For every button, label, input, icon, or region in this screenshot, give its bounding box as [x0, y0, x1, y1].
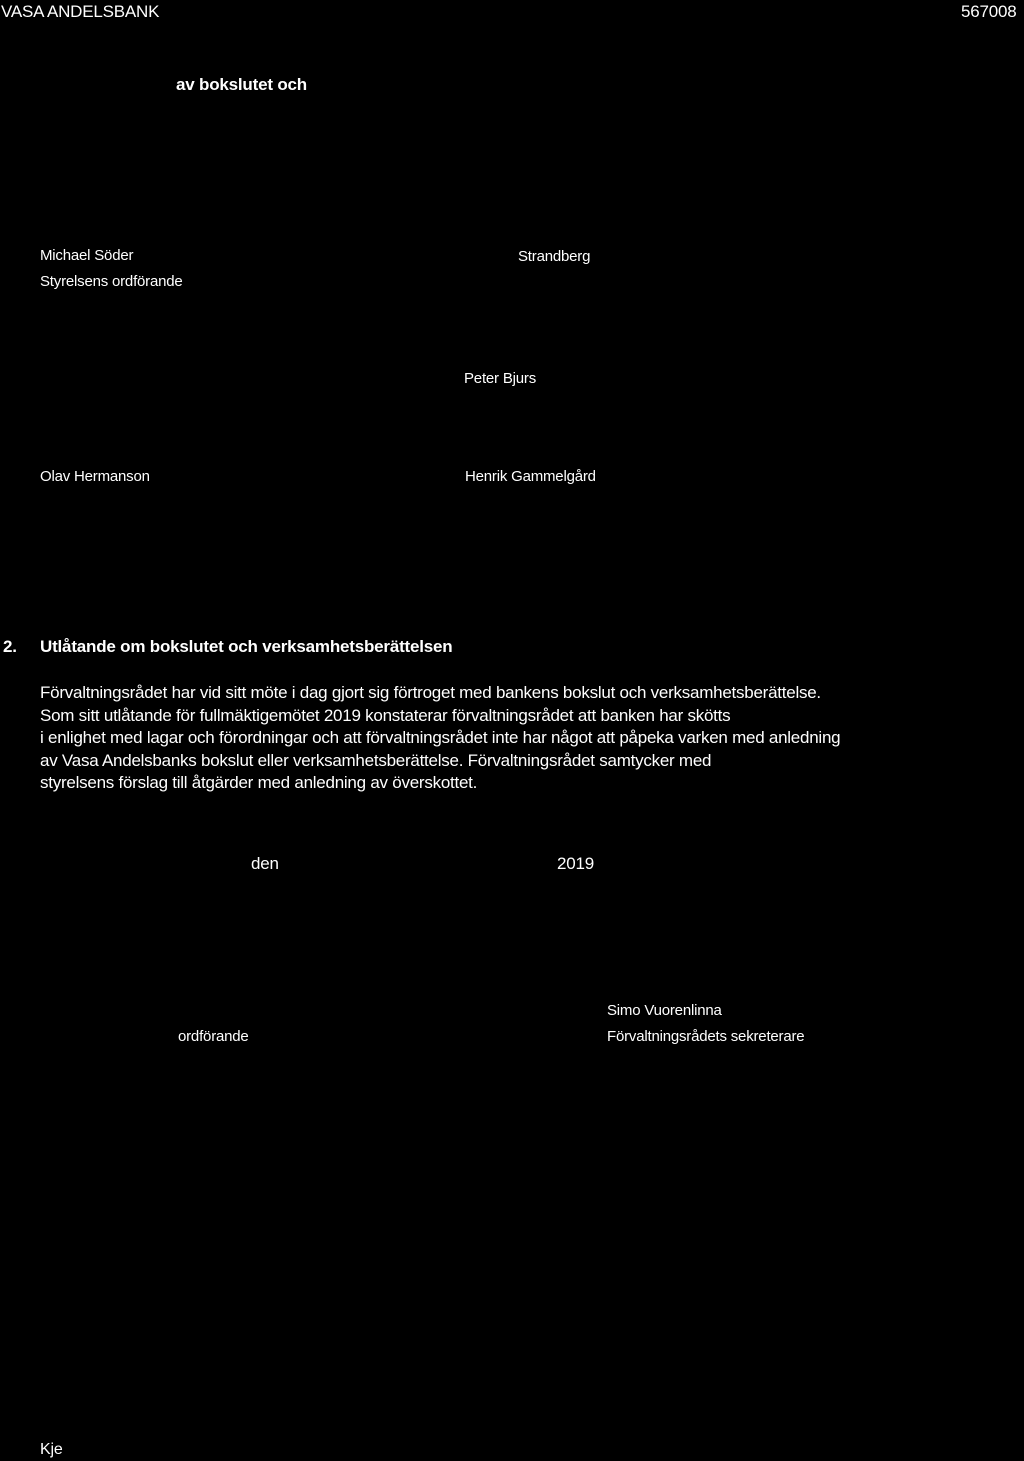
- section-2-paragraph: [40, 682, 1000, 795]
- paragraph-line: i enlighet med lagar och förordningar och att förvaltningsrådet inte har något att påpeka varken med anledning: [40, 728, 841, 747]
- top-heading-fragment: av bokslutet och: [176, 75, 307, 94]
- section-number: 2.: [3, 637, 17, 656]
- signature-name-olav-hermanson: Olav Hermanson: [40, 468, 150, 485]
- paragraph-line: Förvaltningsrådet har vid sitt möte i dag gjort sig förtroget med bankens bokslut och verksamhetsberättelse.: [40, 683, 821, 702]
- paragraph-line: av Vasa Andelsbanks bokslut eller verksamhetsberättelse. Förvaltningsrådet samtycker med: [40, 750, 712, 770]
- signature-title-chairman: Styrelsens ordförande: [40, 273, 183, 290]
- signature-name-strandberg: Strandberg: [518, 248, 591, 265]
- signature-name-michael-soder: Michael Söder: [40, 247, 134, 264]
- page-code: 567008: [961, 2, 1017, 21]
- secretary-title: Förvaltningsrådets sekreterare: [607, 1028, 805, 1045]
- paragraph-line: styrelsens förslag till åtgärder med anledning av överskottet.: [40, 773, 478, 792]
- paragraph-line: Som sitt utlåtande för fullmäktigemötet 2019 konstaterar förvaltningsrådet att banken har skötts: [40, 705, 731, 725]
- footer-fragment: Kje: [40, 1441, 63, 1458]
- bank-name-header: VASA ANDELSBANK: [1, 2, 160, 21]
- signature-name-henrik-gammelgard: Henrik Gammelgård: [465, 468, 596, 485]
- signature-name-peter-bjurs: Peter Bjurs: [464, 370, 536, 387]
- date-year: 2019: [557, 854, 595, 873]
- section-title: Utlåtande om bokslutet och verksamhetsberättelsen: [40, 637, 453, 656]
- secretary-name: Simo Vuorenlinna: [607, 1002, 722, 1019]
- chair-title: ordförande: [178, 1028, 249, 1045]
- date-den: den: [251, 854, 279, 873]
